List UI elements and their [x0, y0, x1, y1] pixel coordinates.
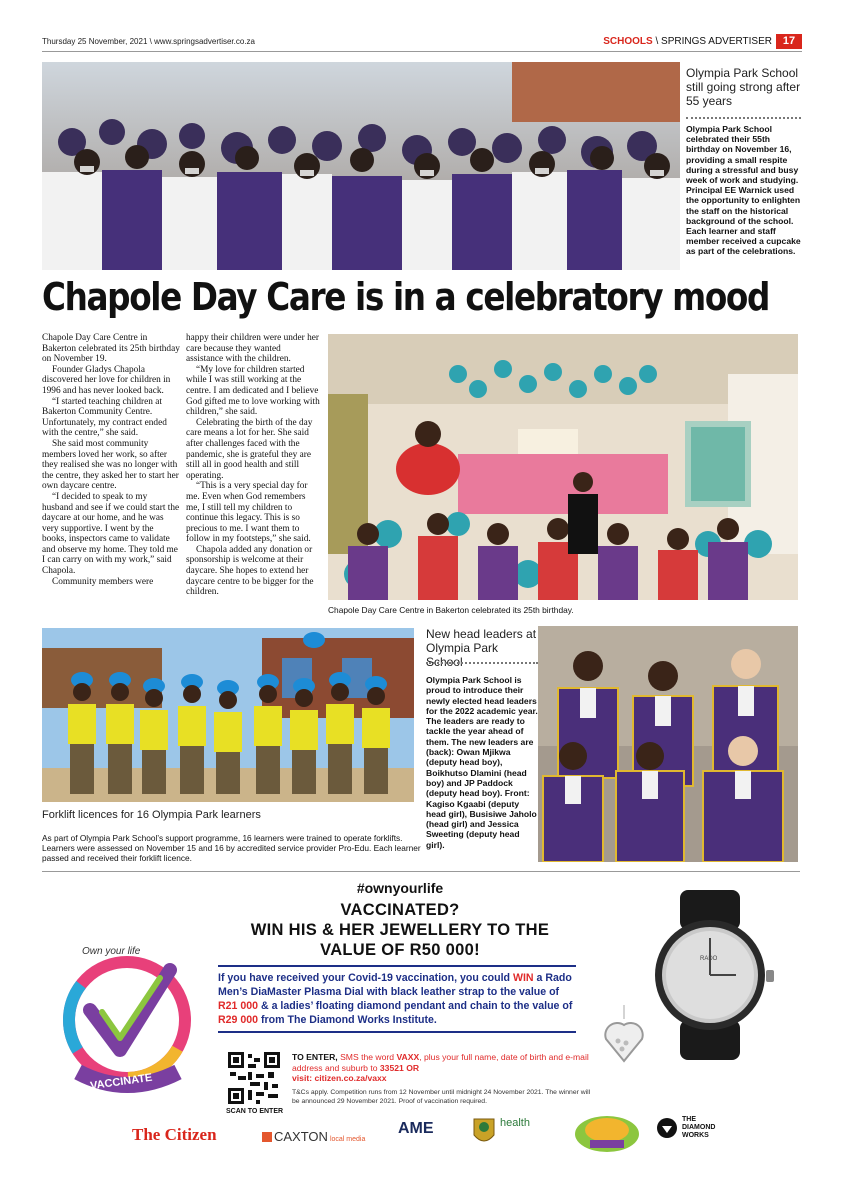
story-paragraph: Chapole Day Care Centre in Bakerton celebrated its 25th birthday on November 19.: [42, 333, 180, 365]
story-paragraph: Community members were: [52, 576, 154, 587]
caxton-icon: [262, 1132, 272, 1142]
story-paragraph: Founder Gladys Chapola discovered her love for children in 1996 and has never looked back.: [42, 364, 171, 396]
ad-separator: [42, 871, 800, 872]
ame-logo: AME: [398, 1120, 434, 1137]
daycare-photo-caption: Chapole Day Care Centre in Bakerton celebrated its 25th birthday.: [328, 605, 574, 615]
story-paragraph: She said most community members loved her work, so after they realised she was no longer with the centre, they asked her to start her own daycare centre.: [42, 438, 179, 492]
head-leaders-photo: [538, 626, 798, 862]
dwi-line: WORKS: [682, 1132, 709, 1139]
section-label: [603, 36, 772, 47]
the-citizen-logo: The Citizen: [132, 1125, 217, 1144]
head-leaders-heading: New head leaders at Olympia Park School: [426, 627, 537, 669]
ad-entry-instructions: [292, 1052, 592, 1084]
watch-brand: RADO: [700, 956, 718, 962]
badge-top-text: Own your life: [82, 946, 141, 957]
daycare-party-photo: [328, 334, 798, 600]
diamond-works-logo: [682, 1116, 715, 1140]
enter-number: 33521 OR: [379, 1062, 420, 1073]
offer-win: WIN: [512, 972, 534, 984]
story-column-2: [186, 333, 320, 598]
story-paragraph: “I started teaching children at Bakerton Community Centre. Unfortunately, my contract ended with the centre,” she said.: [42, 396, 167, 439]
date-and-url: Thursday 25 November, 2021 \ www.springsadvertiser.co.za: [42, 37, 255, 46]
caxton-logo: [262, 1129, 365, 1144]
dwi-line: THE: [682, 1116, 696, 1123]
ad-headline-line: VALUE OF R50 000!: [320, 941, 480, 959]
dwi-line: DIAMOND: [682, 1124, 716, 1131]
caxton-name: CAXTON: [274, 1129, 328, 1144]
story-paragraph: Celebrating the birth of the day care means a lot for her. She said after challenges faced with the pandemic, she is grateful they are still all in good health and still operating.: [186, 417, 313, 481]
offer-text: from: [258, 1014, 288, 1026]
offer-value-pendant: R29 000: [218, 1014, 259, 1026]
dotted-divider: [686, 117, 801, 119]
competition-badge-icon: [572, 1110, 642, 1154]
main-headline: Chapole Day Care is in a celebratory mood: [42, 275, 770, 319]
story-paragraph: “My love for children started while I was still working at the centre. I am dedicated and I believe God gifted me to love working with children,” she said.: [186, 364, 320, 418]
offer-text: If you have received your Covid-19 vaccination, you could: [218, 972, 513, 984]
ad-hashtag: #ownyourlife: [356, 880, 444, 896]
school-crowd-photo: [42, 62, 680, 270]
enter-text: , plus your full name, date of birth and e-mail address and suburb to: [292, 1052, 589, 1073]
story-paragraph: “This is a very special day for me. Even when God remembers me, I still tell my children to continue this legacy. This is so precious to me. I want them to follow in my footsteps,” she said.: [186, 481, 311, 545]
enter-label: TO ENTER,: [292, 1052, 341, 1062]
scan-to-enter-label: SCAN TO ENTER: [226, 1108, 284, 1115]
coat-of-arms-icon: [470, 1113, 498, 1151]
ad-headline: [210, 900, 590, 960]
offer-sponsor: The Diamond Works Institute.: [287, 1014, 437, 1026]
dotted-divider: [426, 662, 538, 664]
olympia-birthday-body: Olympia Park School celebrated their 55th birthday on November 16, providing a small respite during a stressful and busy week of work and studying. Principal EE Warnick used the opportunity to enlighten the staff on the historical background of the school. Each learner and staff member received a cupcake as part of the celebrations.: [686, 124, 801, 257]
badge-bottom-text: VACCINATE: [89, 1071, 154, 1093]
publication-name: \ SPRINGS ADVERTISER: [652, 36, 772, 47]
ad-headline-line: VACCINATED?: [340, 901, 460, 919]
enter-keyword: VAXX: [396, 1052, 420, 1062]
health-logo: health: [500, 1117, 530, 1129]
story-paragraph: happy their children were under her care because they wanted assistance with the children.: [186, 333, 319, 365]
caxton-sub: local media: [329, 1136, 366, 1143]
entry-url-link[interactable]: visit: citizen.co.za/vaxx: [292, 1073, 387, 1083]
pendant-image: [600, 1005, 648, 1065]
story-paragraph: “I decided to speak to my husband and see if we could start the daycare at our home, and he was very supportive. I went by the books, inspectors came to validate and observe my home. They told me I can carry on with my work,” said Chapola.: [42, 491, 180, 577]
story-paragraph: Chapola added any donation or sponsorship is welcome at their daycare. She hopes to extend her daycare centre to be bigger for the children.: [186, 544, 314, 598]
story-column-1: [42, 333, 180, 587]
diamond-works-icon: [656, 1117, 678, 1139]
olympia-birthday-heading: Olympia Park School still going strong after 55 years: [686, 66, 801, 108]
qr-code[interactable]: [228, 1052, 280, 1104]
offer-text: a Rado Men’s DiaMaster Plasma Dial with black leather strap to the value of: [218, 972, 572, 998]
page-number: 17: [776, 34, 802, 49]
forklift-caption: Forklift licences for 16 Olympia Park learners: [42, 809, 261, 821]
offer-value-watch: R21 000: [218, 1000, 259, 1012]
ad-terms: T&Cs apply. Competition runs from 12 November until midnight 24 November 2021. The winner will be announced 29 November 2021. Proof of vaccination required.: [292, 1089, 591, 1105]
ad-headline-line: WIN HIS & HER JEWELLERY TO THE: [250, 921, 550, 939]
forklift-body: As part of Olympia Park School’s support programme, 16 learners were trained to operate forklifts. Learners were assessed on November 15 and 16 by accredited service provider Pro-Edu. Each learner passed and received their forklift licence.: [42, 833, 421, 863]
head-leaders-body: Olympia Park School is proud to introduce their newly elected head leaders for the 2022 academic year. The leaders are ready to tackle the year ahead of them. The new leaders are (back): Owan Mjikwa (deputy head boy), Boikhutso Dlamini (head boy) and JP Paddock (deputy head boy). Front: Kagiso Kgaabi (deputy head girl), Busisiwe Jaholo (head girl) and Jessica Sweeting (deputy head girl).: [426, 675, 538, 850]
page-header: [42, 34, 802, 52]
forklift-learners-photo: [42, 628, 414, 802]
rado-watch-image: [640, 890, 780, 1060]
offer-text: & a ladies’ floating diamond pendant and chain to the value of: [258, 1000, 573, 1012]
section-name: SCHOOLS: [603, 36, 653, 47]
ad-offer: [218, 965, 576, 1033]
enter-text: SMS the word: [340, 1052, 397, 1062]
